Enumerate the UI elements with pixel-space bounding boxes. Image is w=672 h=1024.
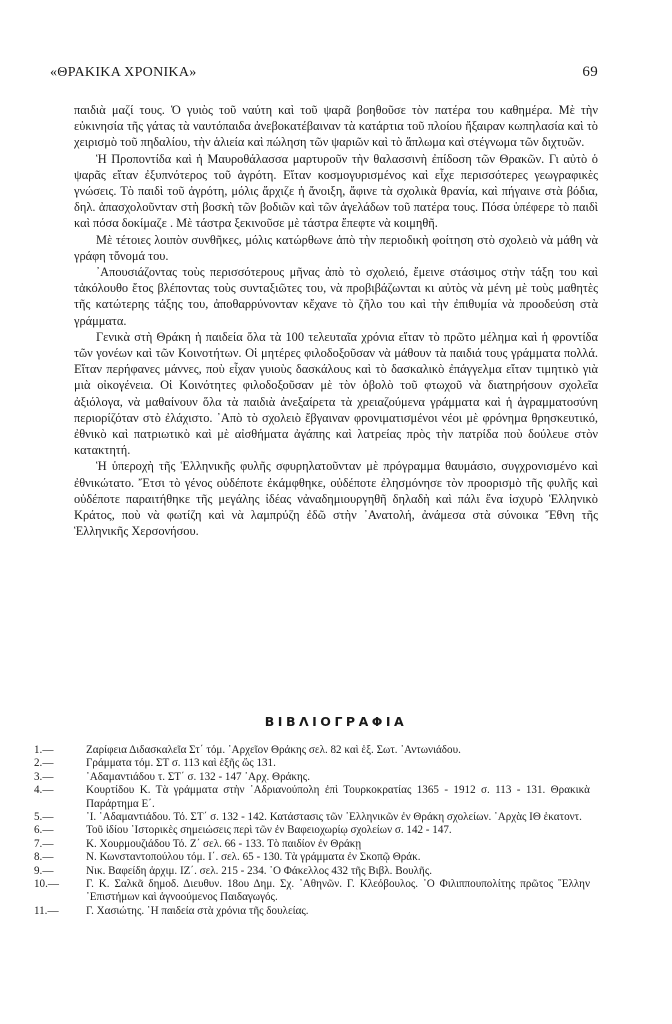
paragraph: Γενικὰ στὴ Θράκη ἡ παιδεία ὅλα τὰ 100 τελευταῖα χρόνια εἴταν τὸ πρῶτο μέλημα καὶ ἡ φροντίδα τῶν γονέων καὶ τῶν Κοινοτήτων. Οἱ μητέρες φιλοδοξοῦσαν νὰ μάθουν τὰ παιδιά τους γράμματα πολλά. Εἴταν περήφανες μάννες, ποὺ εἶχαν γυιοὺς δασκάλους καὶ τὸ δασκαλικὸ ἐπάγγελμα εἴταν τιμητικὸ γιὰ μιὰ οἰκογένεια. Οἱ Κοινότητες φιλοδοξοῦσαν μὲ τὸν ὀβολὸ τοῦ φτωχοῦ νὰ διατηρήσουν σχολεῖα ἀξιόλογα, νὰ μαθαίνουν ὅλα τὰ παιδιὰ ἀνεξαίρετα τὰ χρειαζούμενα γράμματα καὶ ἡ ἀγραμματοσύνη περιορίζόταν στὸ ἐλάχιστο. ᾿Απὸ τὸ σχολειὸ ἔβγαιναν φρονιματισμένοι νέοι μὲ φρόνημα θρησκευτικό, ἐθνικὸ καὶ πατριωτικὸ καὶ μὲ αἰσθήματα ἀγάπης καὶ λατρείας πρὸς τὴν πατρίδα ποὺ δούλευε στὸν κατακτητή. (74, 329, 598, 458)
bibliography-list (34, 744, 590, 918)
entry-text: Κουρτίδου Κ. Τὰ γράμματα στὴν ᾿Αδριανούπολη ἐπὶ Τουρκοκρατίας 1365 - 1912 σ. 113 - 131. Θρακικὰ Παράρτημα Ε΄. (86, 784, 590, 810)
entry-number: 9.— (34, 864, 54, 877)
bibliography-entry (34, 784, 590, 811)
paragraph: Μὲ τέτοιες λοιπὸν συνθῆκες, μόλις κατώρθωνε ἀπὸ τὴν περιοδικὴ φοίτηση στὸ σχολειὸ νὰ μάθη νὰ γράφη τὄνομά του. (74, 232, 598, 263)
entry-number: 1.— (34, 744, 54, 756)
page-number: 69 (582, 64, 598, 80)
bibliography-entry (34, 771, 590, 784)
paragraph: παιδιὰ μαζί τους. Ὁ γυιὸς τοῦ ναύτη καὶ τοῦ ψαρᾶ βοηθοῦσε τὸν πατέρα του καθημέρα. Μὲ τὴν εὐκινησία τῆς γάτας τὰ ναυτόπαιδα ἀνεβοκατέβαιναν τὰ κατάρτια τοῦ πλοίου ἤξαιραν κωπηλασία καὶ τὸ χειρισμὸ τοῦ πηδαλίου, τὴν ἁλιεία καὶ πώληση τῶν ψαριῶν καὶ τὸ ἅπλωμα καὶ στέγνωμα τῶν διχτυῶν. (74, 103, 598, 150)
journal-title: «ΘΡΑΚΙΚΑ ΧΡΟΝΙΚΑ» (50, 65, 197, 80)
entry-text: Ζαρίφεια Διδασκαλεῖα Στ΄ τόμ. ᾿Αρχεῖον Θράκης σελ. 82 καὶ ἑξ. Σωτ. ᾿Αντωνιάδου. (86, 744, 461, 756)
entry-number: 5.— (34, 811, 54, 824)
bibliography-entry (34, 757, 590, 770)
entry-text: Ν. Κωνσταντοπούλου τόμ. Ι΄. σελ. 65 - 130. Τὰ γράμματα ἐν Σκοπῷ Θράκ. (86, 851, 421, 864)
paragraph: Ἡ Προποντίδα καὶ ἡ Μαυροθάλασσα μαρτυροῦν τὴν θαλασσινὴ ἐπίδοση τῶν Θρακῶν. Γι αὐτὸ ὁ ψαρᾶς εἴταν ἐξυπνότερος τοῦ ἀγρότη. Εἴταν κοσμογυρισμένος καὶ εἶχε περισσότερες γεωγραφικὲς γνώσεις. Τὸ παιδὶ τοῦ ἀγρότη, μόλις ἄρχιζε ἡ ἄνοιξη, ἄφινε τὰ σχολικὰ θρανία, καὶ πήγαινε στὰ βόδια, δηλ. ἀπασχολοῦνταν στὴ βοσκὴ τῶν βοδιῶν καὶ τῶν ἀγελάδων τοῦ πατέρα τους. Πόσα ὑπέφερε τὸ παιδὶ καὶ πόσα δοκίμαζε . Μὲ τάστρα ξεκινοῦσε μὲ τάστρα ἔπεφτε νὰ κοιμηθῆ. (74, 151, 598, 231)
entry-number: 11.— (34, 904, 59, 917)
bibliography-entry (34, 878, 590, 905)
entry-text: Νικ. Βαφείδη ἀρχιμ. ΙΖ΄. σελ. 215 - 234. ᾿Ο Φάκελλος 432 τῆς Βιβλ. Βουλῆς. (86, 864, 432, 877)
running-header (50, 64, 598, 81)
entry-number: 4.— (34, 784, 54, 797)
body-text (74, 102, 598, 539)
entry-number: 6.— (34, 824, 54, 837)
entry-text: Γ. Χασιώτης. ῾Η παιδεία στὰ χρόνια τῆς δουλείας. (86, 904, 309, 917)
bibliography-entry (34, 865, 590, 878)
bibliography-entry (34, 905, 590, 918)
bibliography-entry (34, 851, 590, 864)
entry-number: 7.— (34, 837, 54, 850)
bibliography-heading: ΒΙΒΛΙΟΓΡΑΦΙΑ (264, 714, 408, 729)
entry-text: ᾿Αδαμαντιάδου τ. ΣΤ΄ σ. 132 - 147 ᾿Αρχ. Θράκης. (86, 770, 310, 783)
entry-number: 8.— (34, 851, 54, 864)
entry-text: Τοῦ ἰδίου ᾿Ιστορικὲς σημειώσεις περὶ τῶν ἐν Βαφειοχωρίῳ σχολείων σ. 142 - 147. (86, 824, 452, 837)
bibliography-entry (34, 811, 590, 824)
entry-number: 10.— (34, 878, 59, 891)
paragraph: Ἡ ὑπεροχὴ τῆς Ἑλληνικῆς φυλῆς σφυρηλατοῦνταν μὲ πρόγραμμα θαυμάσιο, συγχρονισμένο καὶ ἐθνικώτατο. Ἔτσι τὸ γένος οὐδέποτε ἐκάμφθηκε, οὐδέποτε ἐλησμόνησε τὸν προορισμὸ τῆς φυλῆς καὶ οὐδέποτε παραιτήθηκε τῆς μεγάλης ἰδέας νἀναδημιουργηθῆ δηλαδὴ καὶ πάλι ἕνα ἰσχυρὸ Ἑλληνικὸ Κράτος, ποὺ νὰ φωτίζη καὶ νὰ λαμπρύζη ἐδῶ στὴν ᾿Ανατολή, ἀνάμεσα στὰ σύνοικα Ἔθνη τῆς Ἑλληνικῆς Χερσονήσου. (74, 459, 598, 539)
entry-number: 2.— (34, 757, 54, 770)
paragraph: ᾿Απουσιάζοντας τοὺς περισσότερους μῆνας ἀπὸ τὸ σχολειό, ἔμεινε στάσιμος στὴν τάξη του καὶ τἀκόλουθο ἔτος βλέποντας τοὺς συνταξιῶτες του, νὰ προβιβάζωνται κι αὐτὸς νὰ μένη μὲ τοὺς μαθητὲς τῆς κατώτερης τάξης του, ἀποθαρρύνονταν κἔχανε τὸ ζῆλο του καὶ τὴν ἐπιθυμία νὰ προοδεύση στὰ γράμματα. (74, 265, 598, 328)
bibliography-entry (34, 824, 590, 837)
entry-number: 3.— (34, 770, 54, 783)
entry-text: Κ. Χουρμουζιάδου Τό. Ζ΄ σελ. 66 - 133. Τὸ παιδίον ἐν Θράκῃ (86, 837, 362, 850)
entry-text: Γράμματα τόμ. ΣΤ σ. 113 καὶ ἑξῆς ὥς 131. (86, 757, 276, 770)
entry-text: ᾿Ι. ᾿Αδαμαντιάδου. Τό. ΣΤ΄ σ. 132 - 142. Κατάστασις τῶν ῾Ελληνικῶν ἐν Θράκη σχολείων. ᾿Αρχὰς ΙΘ ἑκατοντ. (86, 811, 582, 824)
entry-text: Γ. Κ. Σαλκᾶ δημοδ. Διευθυν. 18ου Δημ. Σχ. ᾿Αθηνῶν. Γ. Κλεόβουλος. ᾿Ο Φιλιππουπολίτης πρῶτος ῞Ελλην ᾿Επιστήμων καὶ ἀγνοούμενος Παιδαγωγός. (86, 878, 590, 904)
bibliography-entry (34, 838, 590, 851)
bibliography-entry (34, 744, 590, 757)
